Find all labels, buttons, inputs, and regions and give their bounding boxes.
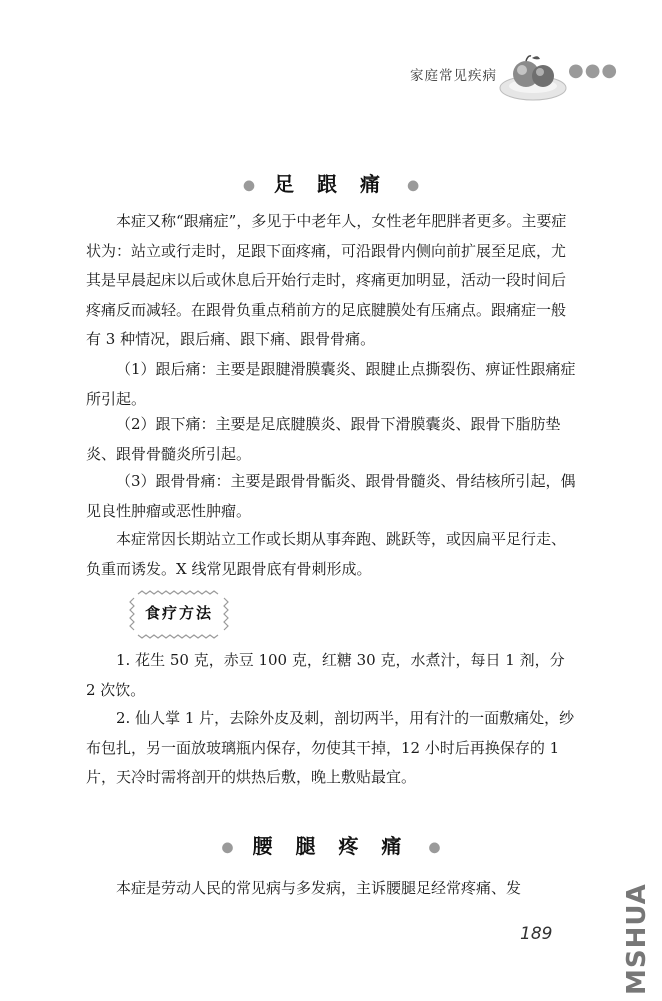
header-dots-decoration: ●●● [568,60,619,81]
title-dot-left: ● [221,839,234,856]
diet-item-1: 1. 花生 50 克，赤豆 100 克，红糖 30 克，水煮汁，每日 1 剂，分 2 次饮。 [86,651,565,699]
section1-paragraph-3: （3）跟骨骨痛：主要是跟骨骨骺炎、跟骨骨髓炎、骨结核所引起，偶见良性肿瘤或恶性肿瘤。 [86,472,576,520]
diet-item-2: 2. 仙人掌 1 片，去除外皮及刺，剖切两半，用有汁的一面敷痛处，纱布包扎，另一面放玻璃瓶内保存，勿使其干掉，12 小时后再换保存的 1 片，天冷时需将剖开的烘热后敷，晚上敷贴最宜。 [86,709,575,786]
section-title-foot-heel-pain [0,168,662,197]
diet-therapy-label: 食疗方法 [144,604,213,622]
section1-paragraph-4: 本症常因长期站立工作或长期从事奔跑、跳跃等，或因扁平足行走、负重而诱发。X 线常见跟骨底有骨刺形成。 [86,530,567,578]
title-dot-right: ● [428,839,441,856]
section-title-text: 足 跟 痛 [274,172,388,196]
watermark-text: MSHUA [622,883,652,995]
section1-paragraph-2: （2）跟下痛：主要是足底腱膜炎、跟骨下滑膜囊炎、跟骨下脂肪垫炎、跟骨骨髓炎所引起。 [86,415,561,463]
title-dot-right: ● [406,177,420,194]
fruit-plate-icon [498,50,568,102]
section-title-low-back-leg-pain [0,830,662,859]
section2-paragraph-intro: 本症是劳动人民的常见病与多发病，主诉腰腿足经常疼痛、发 [116,879,522,897]
title-dot-left: ● [242,177,256,194]
section-title-text: 腰 腿 疼 痛 [252,834,410,858]
section1-paragraph-1: （1）跟后痛：主要是跟腱滑膜囊炎、跟腱止点撕裂伤、痹证性跟痛症所引起。 [86,360,576,408]
section1-paragraph-intro: 本症又称“跟痛症”，多见于中老年人，女性老年肥胖者更多。主要症状为：站立或行走时，足跟下面疼痛，可沿跟骨内侧向前扩展至足底，尤其是早晨起床以后或休息后开始行走时，疼痛更加明显，活动一段时间后疼痛反而减轻。在跟骨负重点稍前方的足底腱膜处有压痛点。跟痛症一般有 3 种情况，跟后痛、跟下痛、跟骨骨痛。 [86,212,567,348]
running-header-title: 家庭常见疾病 [410,68,497,84]
page-number: 189 [520,924,553,944]
